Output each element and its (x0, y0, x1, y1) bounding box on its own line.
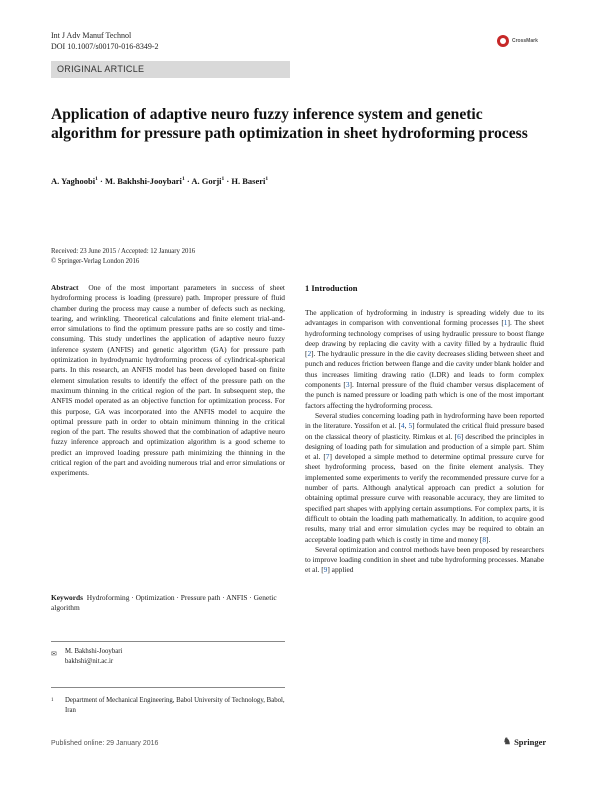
keywords-text: Hydroforming · Optimization · Pressure path · ANFIS · Genetic algorithm (51, 593, 277, 613)
intro-paragraph-3: Several optimization and control methods have been proposed by researchers to improve loading condition in sheet and tube hydroforming processes. Manabe et al. [9] applied (305, 544, 544, 575)
affiliation-divider (51, 687, 285, 688)
author-list: A. Yaghoobi$^1$ · M. Bakhshi-Jooybari$^1$ · A. Gorji$^1$ · H. Baseri$^1$ (51, 176, 269, 186)
article-type-banner (51, 61, 290, 78)
corresponding-email[interactable]: bakhshi@nit.ac.ir (65, 658, 114, 665)
citation-link[interactable]: 8 (482, 534, 487, 544)
citation-link[interactable]: 5 (408, 421, 413, 431)
keywords (51, 593, 285, 614)
published-date: Published online: 29 January 2016 (51, 740, 159, 747)
publisher-name: Springer (514, 736, 547, 747)
crossmark-label: CrossMark (512, 38, 538, 44)
received-accepted-dates: Received: 23 June 2015 / Accepted: 12 January 2016 (51, 248, 196, 255)
intro-paragraph-2: Several studies concerning loading path in hydroforming have been reported in the literature. Yossifon et al. [4, 5] formulated the critical fluid pressure based on the classical theory of plasticity. Rimkus et al. [6] described the principles in designing of loading path for simulation and production of a simple part. Shim et al. [7] developed a simple method to determine optimal pressure curve for sheet hydroforming process, based on the finite element analysis. They implemented some experiments to verify the recommended pressure curve for a number of parts. Although analytical approach can predict a solution for obtaining optimal pressure curve with reasonable accuracy, they are limited to specified part shapes with applying certain assumptions. For complex parts, it is difficult to obtain the loading path mathematically. In addition, to acquire good results, many trial and error simulation cycles may be required to obtain an acceptable loading path which is costly in time and money [8]. (305, 410, 545, 544)
footnote-divider (51, 641, 285, 642)
abstract-text: One of the most important parameters in success of sheet hydroforming process is loading (pressure) path. Improper pressure of fluid chamber during the process may cause a number of defects such as necking, tearing, and wrinkling. Theoretical calculations and finite element trial-and-error simulations to find the optimum pressure paths are so costly and time-consuming. This study underlines the application of adaptive neuro fuzzy inference system (ANFIS) and genetic algorithm (GA) for pressure path optimization in hydrodynamic hydroforming process of cylindrical-spherical parts. In this research, an ANFIS model has been developed based on finite element simulation results to identify the effect of the pressure path on the maximum thinning in the critical region of the part. In subsequent step, the ANFIS model operated as an objective function for optimization process. For this purpose, GA was incorporated into the ANFIS model to acquire the optimal pressure path in order to obtain minimum thinning in the critical region of the part. The results showed that the combination of adaptive neuro fuzzy inference approach and optimization algorithm is a good scheme to predict an improved loading pressure path minimizing the thinning in the critical region of the part and avoiding numerous trial and error simulations or experiments. (51, 283, 285, 478)
keywords-label: Keywords (51, 593, 84, 602)
author[interactable]: A. Gorji (191, 176, 222, 186)
abstract-label: Abstract (51, 283, 79, 292)
affiliation-number: 1 (51, 698, 54, 703)
author[interactable]: M. Bakhshi-Jooybari (104, 176, 182, 186)
citation-link[interactable]: 9 (323, 565, 328, 575)
citation-link[interactable]: 3 (345, 380, 350, 390)
article-type: ORIGINAL ARTICLE (57, 64, 145, 74)
author-affiliation-mark: 1 (181, 176, 185, 183)
paper-title: Application of adaptive neuro fuzzy inference system and genetic algorithm for pressure path optimization in sheet hydroforming process (51, 106, 528, 142)
article-history (51, 247, 195, 267)
doi[interactable]: DOI 10.1007/s00170-016-8349-2 (51, 42, 159, 51)
journal-name: Int J Adv Manuf Technol (51, 31, 132, 40)
author-affiliation-mark: 1 (221, 176, 225, 183)
citation-link[interactable]: 4 (400, 421, 405, 431)
springer-horse-icon: ♞ (503, 736, 512, 746)
citation-link[interactable]: 7 (325, 452, 330, 462)
section-heading: 1 Introduction (305, 283, 358, 293)
crossmark-badge[interactable] (497, 34, 557, 48)
citation-link[interactable]: 1 (503, 318, 508, 328)
abstract (51, 283, 285, 479)
crossmark-icon (497, 35, 509, 47)
journal-header (51, 30, 159, 52)
author-affiliation-mark: 1 (95, 176, 98, 183)
citation-link[interactable]: 6 (457, 431, 461, 441)
author[interactable]: A. Yaghoobi (51, 176, 96, 186)
author[interactable]: H. Baseri (231, 176, 266, 186)
affiliation-text: Department of Mechanical Engineering, Babol University of Technology, Babol, Iran (65, 697, 285, 714)
author-affiliation-mark: 1 (265, 176, 269, 183)
citation-link[interactable]: 2 (307, 349, 312, 359)
publisher-logo (503, 736, 546, 747)
corresponding-name: M. Bakhshi-Jooybari (65, 648, 123, 655)
envelope-icon: ✉ (51, 650, 57, 658)
copyright-notice: © Springer-Verlag London 2016 (51, 258, 140, 265)
intro-paragraph-1: The application of hydroforming in industry is spreading widely due to its advantages in comparison with conventional forming processes [1]. The sheet hydroforming technology comprises of using hydraulic pressure to boost flange deep drawing by replacing die cavity with a cavity filled by a hydraulic fluid [2]. The hydraulic pressure in the die cavity decreases sliding between sheet and punch and reduces friction between flange and die cavity under blank holder and thus increases limiting drawing ratio (LDR) and leads to form complex components [3]. Internal pressure of the fluid chamber versus displacement of the punch is named pressure or loading path which is one of the most important factors affecting the hydroforming process. (305, 308, 544, 410)
introduction-section (305, 283, 544, 576)
